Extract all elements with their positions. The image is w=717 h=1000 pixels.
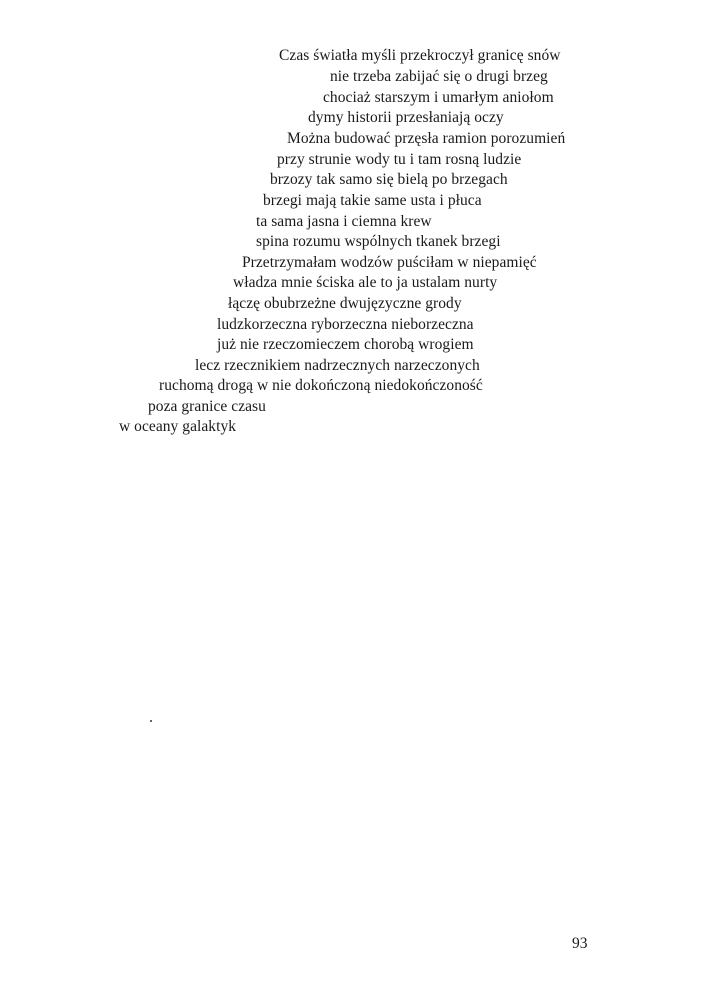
poem-line-1: Czas światła myśli przekroczył granicę snów	[279, 47, 561, 64]
poem-line-15: już nie rzeczomieczem chorobą wrogiem	[217, 336, 474, 353]
print-speck	[150, 720, 152, 722]
poem-line-6: przy strunie wody tu i tam rosną ludzie	[277, 151, 522, 168]
poem-line-4: dymy historii przesłaniają oczy	[308, 109, 504, 126]
poem-line-18: poza granice czasu	[148, 398, 266, 415]
poem-line-12: władza mnie ściska ale to ja ustalam nurty	[233, 274, 498, 291]
poem-line-17: ruchomą drogą w nie dokończoną niedokończoność	[159, 377, 483, 394]
poem-line-5: Można budować przęsła ramion porozumień	[287, 130, 566, 147]
poem-line-19: w oceany galaktyk	[119, 418, 237, 435]
poem-line-16: lecz rzecznikiem nadrzecznych narzeczonych	[195, 357, 480, 374]
poem-line-14: ludzkorzeczna ryborzeczna nieborzeczna	[217, 316, 474, 333]
poem-line-11: Przetrzymałam wodzów puściłam w niepamięć	[242, 254, 537, 271]
poem-line-13: łączę obubrzeżne dwujęzyczne grody	[228, 295, 462, 312]
page-number: 93	[572, 935, 588, 952]
poem-line-7: brzozy tak samo się bielą po brzegach	[270, 171, 508, 188]
poem-line-2: nie trzeba zabijać się o drugi brzeg	[330, 68, 548, 85]
poem-line-10: spina rozumu wspólnych tkanek brzegi	[256, 233, 501, 250]
poem-line-8: brzegi mają takie same usta i płuca	[263, 192, 482, 209]
poem-line-3: chociaż starszym i umarłym aniołom	[323, 89, 554, 106]
poem-line-9: ta sama jasna i ciemna krew	[256, 213, 432, 230]
